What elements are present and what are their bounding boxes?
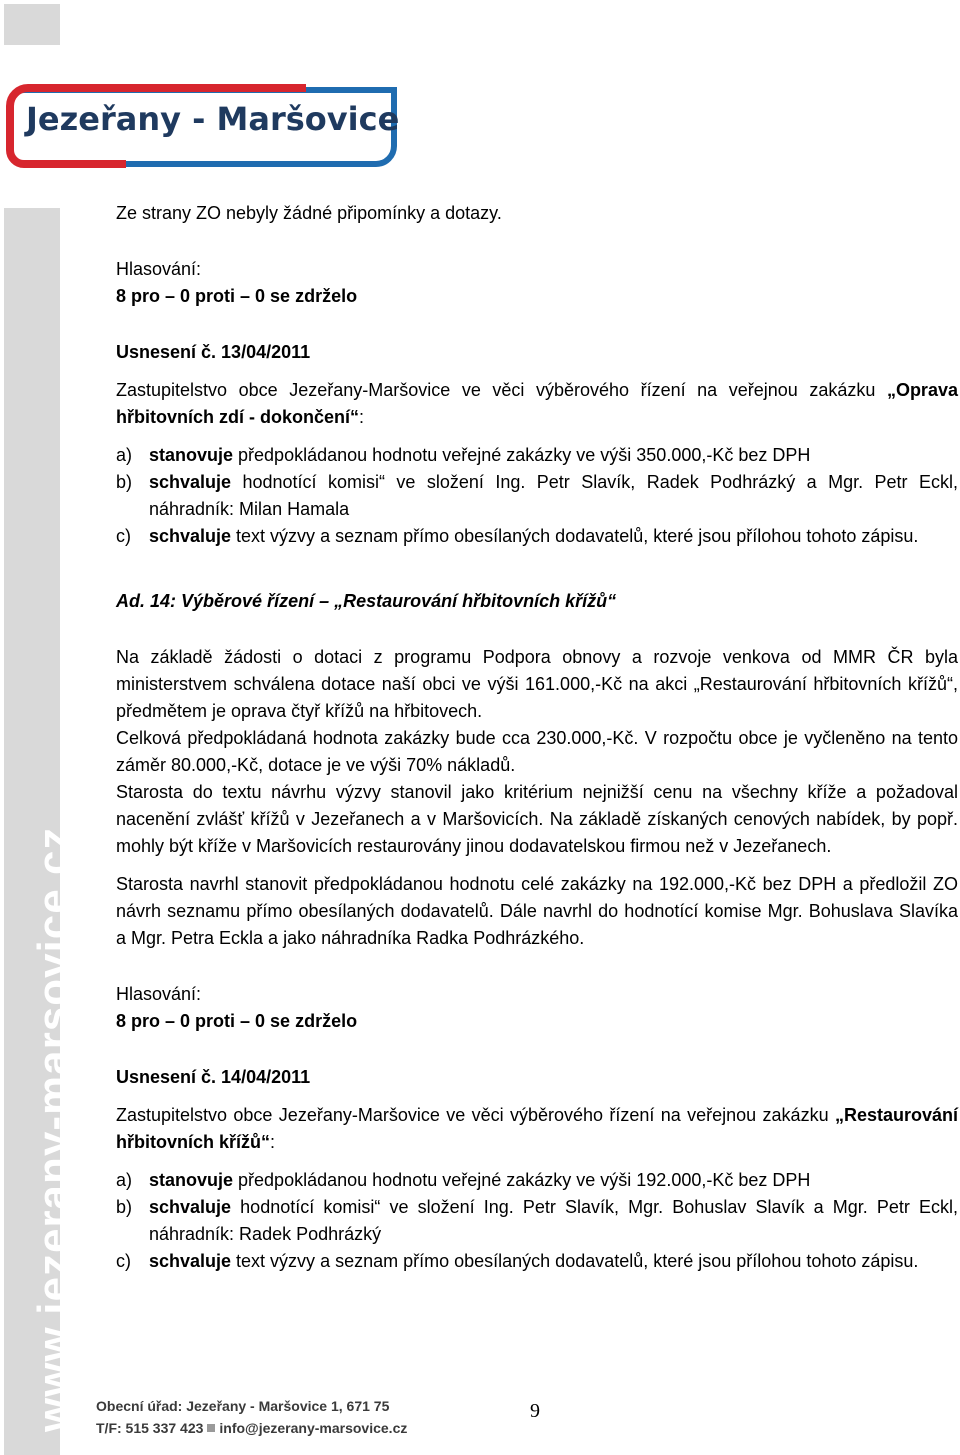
vote-label: Hlasování: (116, 259, 202, 279)
footer-address: Obecní úřad: Jezeřany - Maršovice 1, 671 75 (96, 1398, 390, 1414)
resolution-14-item: c) schvaluje text výzvy a seznam přímo obesílaných dodavatelů, které jsou přílohou tohoto zápisu. (116, 1251, 919, 1271)
page-number: 9 (530, 1400, 540, 1422)
vote-result: 8 pro – 0 proti – 0 se zdrželo (116, 286, 358, 306)
resolution-14-title: Usnesení č. 14/04/2011 (116, 1067, 311, 1087)
sidebar-url: www.jezerany-marsovice.cz (29, 826, 78, 1432)
resolution-14-item: a) stanovuje předpokládanou hodnotu veřejné zakázky ve výši 192.000,-Kč bez DPH (116, 1170, 811, 1190)
corner-decoration (4, 4, 60, 45)
footer-contact (96, 1420, 407, 1436)
resolution-13-item: b) schvaluje hodnotící komisi“ ve složení Ing. Petr Slavík, Radek Podhrázký a Mgr. Petr Eckl, náhradník: Milan Hamala (116, 472, 958, 519)
resolution-14-item: b) schvaluje hodnotící komisi“ ve složení Ing. Petr Slavík, Mgr. Bohuslav Slavík a Mgr. Petr Eckl, náhradník: Radek Podhrázký (116, 1197, 958, 1244)
footer-phone: T/F: 515 337 423 (96, 1420, 204, 1436)
resolution-13-item: c) schvaluje text výzvy a seznam přímo obesílaných dodavatelů, které jsou přílohou tohoto zápisu. (116, 526, 919, 546)
agenda-14-paragraph: Starosta navrhl stanovit předpokládanou hodnotu celé zakázky na 192.000,-Kč bez DPH a předložil ZO návrh seznamu přímo obesílaných dodavatelů. Dále navrhl do hodnotící komise Mgr. Bohuslava Slavíka a Mgr. Petra Eckla a jako náhradníka Radka Podhrázkého. (116, 874, 958, 948)
footer-email: info@jezerany-marsovice.cz (219, 1420, 408, 1436)
agenda-14-paragraph: Na základě žádosti o dotaci z programu Podpora obnovy a rozvoje venkova od MMR ČR byla ministerstvem schválena dotace naší obci ve výši 161.000,-Kč na akci „Restaurování hřbitovních křížů“, předmětem je oprava čtyř křížů na hřbitovech. (116, 647, 958, 721)
agenda-14-paragraph: Celková předpokládaná hodnota zakázky bude cca 230.000,-Kč. V rozpočtu obce je vyčleněno na tento záměr 80.000,-Kč, dotace je ve výši 70% nákladů. (116, 728, 958, 775)
resolution-13-intro: Zastupitelstvo obce Jezeřany-Maršovice ve věci výběrového řízení na veřejnou zakázku „Oprava hřbitovních zdí - dokončení“: (116, 380, 958, 427)
resolution-14-intro: Zastupitelstvo obce Jezeřany-Maršovice ve věci výběrového řízení na veřejnou zakázku „Restaurování hřbitovních křížů“: (116, 1105, 958, 1152)
agenda-14-paragraph: Starosta do textu návrhu výzvy stanovil jako kritérium nejnižší cenu na všechny kříže a požadoval nacenění zvlášť křížů v Jezeřanech a v Maršovicích. Na základě získaných cenových nabídek, by popř. mohly být kříže v Maršovicích restaurovány jinou dodavatelskou firmou než v Jezeřanech. (116, 782, 958, 856)
agenda-14-heading: Ad. 14: Výběrové řízení – „Restaurování hřbitovních křížů“ (116, 591, 617, 611)
resolution-13-item: a) stanovuje předpokládanou hodnotu veřejné zakázky ve výši 350.000,-Kč bez DPH (116, 445, 811, 465)
separator-square-icon (207, 1424, 215, 1432)
resolution-13-title: Usnesení č. 13/04/2011 (116, 342, 311, 362)
municipality-logo (6, 84, 400, 168)
resolution-14-subject: „Restaurování hřbitovních křížů“ (116, 1105, 958, 1152)
document-body (116, 200, 958, 1275)
vote-label: Hlasování: (116, 984, 202, 1004)
vote-result: 8 pro – 0 proti – 0 se zdrželo (116, 1011, 358, 1031)
resolution-13-subject: „Oprava hřbitovních zdí - dokončení“ (116, 380, 958, 427)
no-comments-paragraph: Ze strany ZO nebyly žádné připomínky a dotazy. (116, 203, 502, 223)
logo-text: Jezeřany - Maršovice (26, 100, 400, 138)
